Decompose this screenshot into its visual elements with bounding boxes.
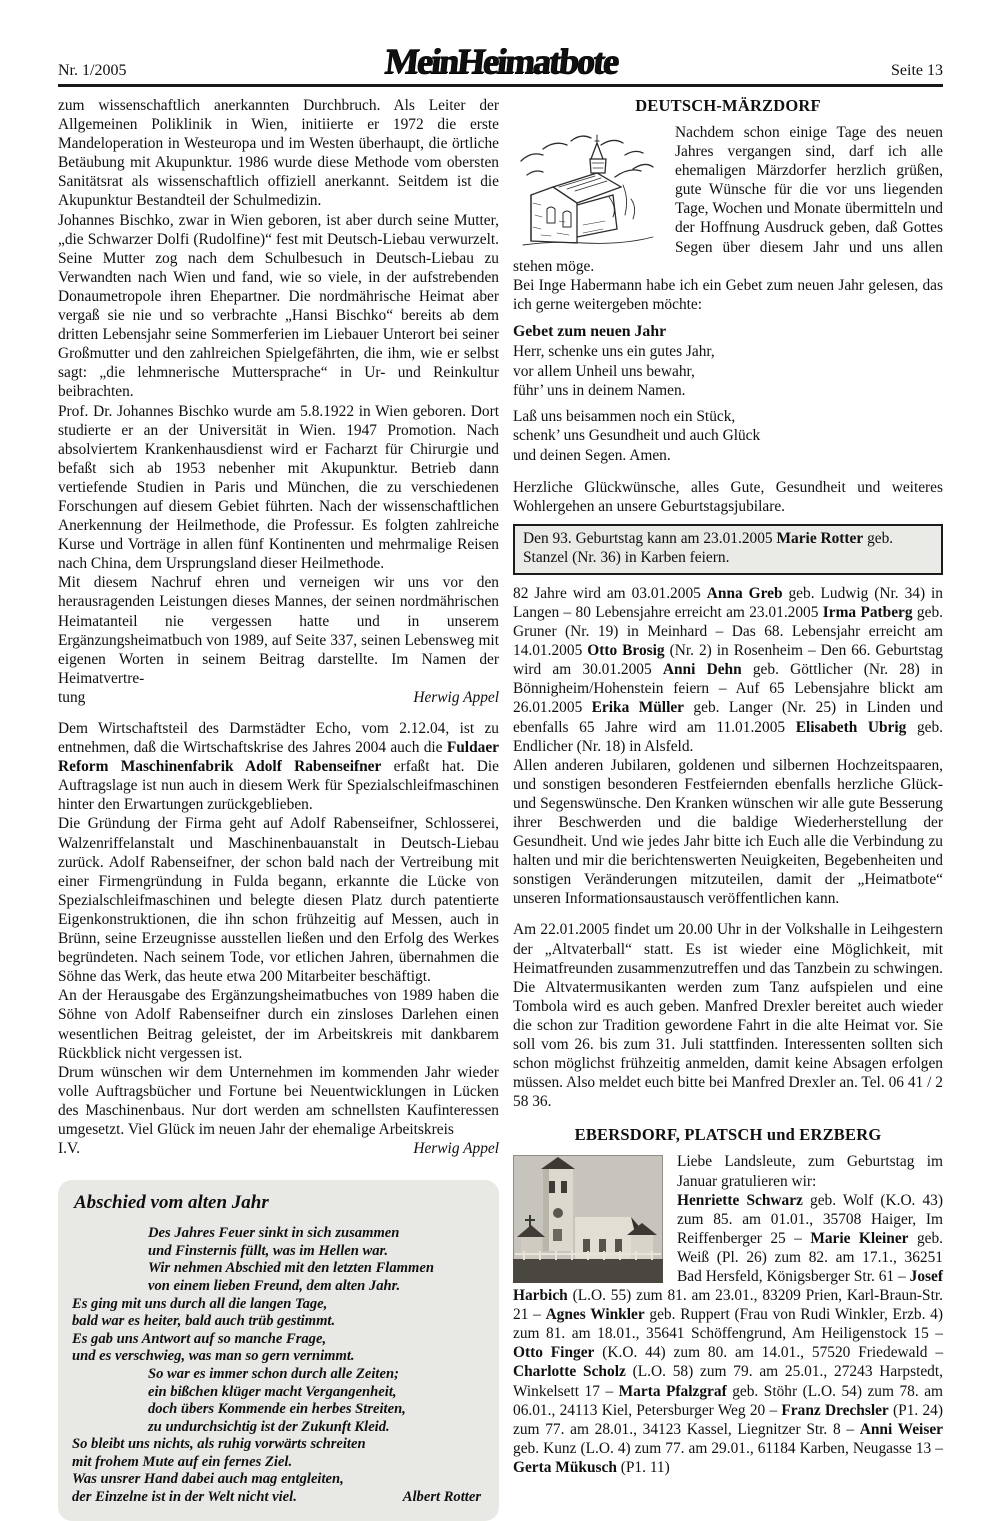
issue-number: Nr. 1/2005 bbox=[58, 62, 127, 79]
page-number: Seite 13 bbox=[891, 62, 943, 79]
article-bischko-paragraph: Prof. Dr. Johannes Bischko wurde am 5.8.1922 in Wien geboren. Dort studierte er an der Universität in Wien. 1947 Promotion. Nach absolviertem Krankenhausdienst wird er Facharzt für Chirurgie und befaßt sich ab 1953 nebenher mit Akupunktur. Betrieb dann vertiefende Studien in Paris und München, die zu verschiedenen Forschungen auf diesem Gebiet führten. Nach der wissenschaftlichen Anerkennung der Heilmethode, die Professur. Es folgten zahlreiche Kurse und Vorträge in allen fünf Kontinenten und mehrmalige Reisen nach China, dem Ursprungsland dieser Heilmethode. bbox=[58, 402, 499, 573]
column-container bbox=[58, 96, 943, 1521]
ebersdorf-church-photo bbox=[513, 1155, 663, 1283]
poem-line: und Finsternis füllt, was im Hellen war. bbox=[148, 1242, 389, 1259]
right-column bbox=[513, 96, 943, 1521]
birthday-list-paragraph: 82 Jahre wird am 03.01.2005 Anna Greb geb. Ludwig (Nr. 34) in Langen – 80 Lebensjahre erreicht am 23.01.2005 Irma Patberg geb. Gruner (Nr. 19) in Meinhard – Das 68. Lebensjahr erreicht am 14.01.2005 Otto Brosig (Nr. 2) in Rosenheim – Den 66. Geburtstag wird am 30.01.2005 Anni Dehn geb. Göttlicher (Nr. 28) in Bönnigheim/Hohenstein feiern – Auf 65 Lebensjahre blickt am 26.01.2005 Erika Müller geb. Langer (Nr. 25) in Linden und ebenfalls 65 Jahre wird am 11.01.2005 Elisabeth Ubrig geb. Endlicher (Nr. 18) in Alsfeld. bbox=[513, 584, 944, 755]
prayer-line: Laß uns beisammen noch ein Stück, bbox=[513, 407, 736, 425]
poem-line: zu undurchsichtig ist der Zukunft Kleid. bbox=[148, 1418, 390, 1435]
article-rabenseifner-paragraph: Dem Wirtschaftsteil des Darmstädter Echo, vom 2.12.04, ist zu entnehmen, daß die Wirtschaftskrise des Jahres 2004 auch die Fuldaer Reform Maschinenfabrik Adolf Rabenseifner erfaßt hat. Die Auftragslage ist nun auch in diesem Werk für Spezialschleifmaschinen hinter den Erwartungen zurückgeblieben. bbox=[58, 720, 499, 814]
altvaterball-paragraph: Am 22.01.2005 findet um 20.00 Uhr in der Volkshalle in Leihgestern der „Altvaterball“ statt. Es ist wieder eine Möglichkeit, mit Heimatfreunden zusammenzutreffen und das Tanzbein zu schwingen. Die Altvatermusikanten werden zum Tanz aufspielen und eine Tombola wird es auch geben. Manfred Drexler bereitet auch wieder die schon zur Tradition gewordene Fahrt in die alte Heimat vor. Sie soll vom 26. bis zum 31. Juli stattfinden. Interessenten sollten sich schon möglichst frühzeitig anmelden, damit keine Absagen erfolgen müssen. Also meldet euch bitte bei Manfred Drexler an. Tel. 06 41 / 2 58 36. bbox=[513, 921, 943, 1111]
prayer-line: führ’ uns in deinem Namen. bbox=[513, 382, 686, 400]
poem-author: Albert Rotter bbox=[402, 1489, 481, 1506]
congratulations-paragraph: Herzliche Glückwünsche, alles Gute, Gesundheit und weiteres Wohlergehen an unsere Geburtstagsjubilare. bbox=[513, 478, 943, 515]
author-signature: Herwig Appel bbox=[413, 688, 499, 706]
birthday-highlight-box: Den 93. Geburtstag kann am 23.01.2005 Marie Rotter geb. Stanzel (Nr. 36) in Karben feiern. bbox=[513, 524, 943, 575]
section-heading-maerzdorf: DEUTSCH-MÄRZDORF bbox=[635, 96, 821, 115]
spacer bbox=[58, 707, 499, 719]
prayer-line: Herr, schenke uns ein gutes Jahr, bbox=[513, 342, 715, 360]
maerzdorf-intro-block bbox=[513, 123, 943, 276]
poem-line: ein bißchen klüger macht Vergangenheit, bbox=[148, 1383, 397, 1400]
poem-line: und es verschwieg, was man so gern vernimmt. bbox=[72, 1348, 355, 1365]
poem-line: So bleibt uns nichts, als ruhig vorwärts schreiten bbox=[72, 1436, 366, 1453]
poem-line: von einem lieben Freund, dem alten Jahr. bbox=[148, 1277, 401, 1294]
poem-line: Wir nehmen Abschied mit den letzten Flammen bbox=[148, 1260, 434, 1277]
poem-line: Des Jahres Feuer sinkt in sich zusammen bbox=[148, 1225, 400, 1242]
ebersdorf-birthday-list: Henriette Schwarz geb. Wolf (K.O. 43) zum 85. am 01.01., 35708 Haiger, Im Reiffenberger 25 – Marie Kleiner geb. Weiß (Pl. 26) zum 82. am 17.1., 36251 Bad Hersfeld, Königsberger Str. 61 – Josef Harbich (L.O. 55) zum 81. am 23.01., 83209 Prien, Karl-Braun-Str. 21 – Agnes Winkler geb. Ruppert (Frau von Rudi Winkler, Erzb. 4) zum 81. am 18.01., 35641 Schöffengrund, Am Heiligenstock 15 – Otto Finger (K.O. 44) zum 80. am 14.01., 57520 Friedewald – Charlotte Scholz (L.O. 58) zum 79. am 25.01., 27243 Harpstedt, Winkelsett 17 – Marta Pfalzgraf geb. Stöhr (L.O. 54) zum 78. am 06.01., 24113 Kiel, Petersburger Weg 20 – Franz Drechsler (P1. 24) zum 77. am 28.01., 34123 Kassel, Liegnitzer Str. 8 – Anni Weiser geb. Kunz (L.O. 4) zum 77. am 29.01., 61184 Karben, Neugasse 13 – Gerta Mükusch (P1. 11) bbox=[513, 1191, 944, 1476]
poem-last-line bbox=[72, 1489, 481, 1507]
poem-line: mit frohem Mute auf ein fernes Ziel. bbox=[72, 1453, 293, 1470]
poem-box bbox=[58, 1180, 499, 1521]
ebersdorf-block bbox=[513, 1152, 943, 1477]
prayer-line: vor allem Unheil uns bewahr, bbox=[513, 362, 695, 380]
article-bischko-paragraph: Johannes Bischko, zwar in Wien geboren, ist aber durch seine Mutter, „die Schwarzer Dolfi (Rudolfine)“ fest mit Deutsch-Liebau verwurzelt. Seine Mutter zog nach dem Schulbesuch in Deutsch-Liebau zu Verwandten nach Wien und fand, wie so viele, in der aufstrebenden Donaumetropole ihren Ehepartner. Die nordmährische Heimat aber vergaß sie nie und so verbrachte „Hansi Bischko“ bereits ab dem dritten Lebensjahr seine Sommerferien im Liebauer Unterort bei seiner Großmutter und den zahlreichen Spielgefährten, die ihm, wie er selbst sagt: „die lehmnerische Muttersprache“ in Ur- und Reinkultur beibrachten. bbox=[58, 211, 499, 401]
article-rabenseifner-paragraph: Die Gründung der Firma geht auf Adolf Rabenseifner, Schlosserei, Walzenriffelanstalt und Maschinenbauanstalt in Deutsch-Liebau zurück. Adolf Rabenseifner, der schon bald nach der Vertreibung mit einer Firmengründung in Fulda begann, erkannte die Lücke von Spezialschleifmaschinen und belegte diesen Platz durch patentierte Eigenkonstruktionen, die ihn schon frühzeitig auf Messen, auch in Brünn, seine Erzeugnisse ausstellen ließen und den Erfolg des Werkes begründeten. Nach seinem Tode, vor etlichen Jahren, übernahmen die Söhne das Werk, das heute etwa 200 Mitarbeiter beschäftigt. bbox=[58, 815, 499, 986]
poem-line: doch übers Kommende ein herbes Streiten, bbox=[148, 1401, 406, 1418]
left-column bbox=[58, 96, 499, 1521]
poem-line: Es ging mit uns durch all die langen Tage, bbox=[72, 1295, 328, 1312]
maerzdorf-paragraph: Nachdem schon einige Tage des neuen Jahres vergangen sind, darf ich alle ehemaligen Märzdorfer herzlich grüßen, gute Wünsche für die vor uns liegenden Tage, Wochen und Monate übermitteln und der Hoffnung Ausdruck geben, daß Gottes Segen über diesem Jahr und uns allen stehen möge. bbox=[513, 124, 943, 275]
section-heading-ebersdorf: EBERSDORF, PLATSCH und ERZBERG bbox=[574, 1125, 882, 1145]
author-signature: Herwig Appel bbox=[413, 1140, 499, 1158]
wishes-paragraph: Allen anderen Jubilaren, goldenen und silbernen Hochzeitspaaren, und sonstigen besonderen Festfeiernden ebenfalls herzliche Glück- und Segenswünsche. Den Kranken wünschen wir alle gute Besserung ihrer Beschwerden und die baldige Wiederherstellung der Gesundheit. Und wie jedes Jahr bitte ich Euch alle die Verbindung zu halten und mir die berichtenswerten Neuigkeiten, Begebenheiten und sonstigen Veränderungen mitzuteilen, damit der „Heimatbote“ unseren Informationsaustausch veröffentlichen kann. bbox=[513, 756, 943, 908]
page-header bbox=[58, 34, 943, 87]
poem-line: bald war es heiter, bald auch trüb gestimmt. bbox=[72, 1313, 336, 1330]
poem-title: Abschied vom alten Jahr bbox=[74, 1192, 269, 1214]
paragraph-tail: tung bbox=[58, 688, 86, 706]
spacer bbox=[513, 908, 943, 920]
ebersdorf-intro: Liebe Landsleute, zum Geburtstag im Januar gratulieren wir: bbox=[677, 1153, 943, 1190]
poem-line: Es gab uns Antwort auf so manche Frage, bbox=[72, 1330, 327, 1347]
masthead-title: MeinHeimatbote bbox=[382, 41, 619, 81]
maerzdorf-paragraph: Bei Inge Habermann habe ich ein Gebet zum neuen Jahr gelesen, das ich gerne weitergeben möchte: bbox=[513, 276, 943, 313]
prayer-line: schenk’ uns Gesundheit und auch Glück bbox=[513, 427, 761, 445]
poem-line: der Einzelne ist in der Welt nicht viel. bbox=[72, 1489, 297, 1506]
article-rabenseifner-paragraph: An der Herausgabe des Ergänzungsheimatbuches von 1989 haben die Söhne von Adolf Rabenseifner durch ein zinsloses Darlehen einen wesentlichen Beitrag geleistet, der im Arbeitskreis mit dankbarem Rückblick nicht vergessen ist. bbox=[58, 987, 499, 1062]
article-bischko-paragraph: Mit diesem Nachruf ehren und verneigen wir uns vor den herausragenden Leistungen dieses Mannes, der seinen nordmährischen Heimatanteil nie vergessen hatte und in unserem Ergänzungsheimatbuch von 1989, auf Seite 337, seinen Lebensweg mit eigenen Worten in seinem Beitrag darstellte. Im Namen der Heimatvertre- bbox=[58, 574, 499, 687]
article-rabenseifner-paragraph: Drum wünschen wir dem Unternehmen im kommenden Jahr wieder volle Auftragsbücher und Fortune bei Neuentwicklungen in Lücken des Maschinenbaus. Nur dort werden am schnellsten Kaufinteressen umgesetzt. Viel Glück im neuen Jahr der ehemalige Arbeitskreis bbox=[58, 1063, 499, 1138]
signature-row bbox=[58, 1139, 499, 1158]
prayer-title: Gebet zum neuen Jahr bbox=[513, 322, 667, 340]
poem-line: Was unsrer Hand dabei auch mag entgleiten, bbox=[72, 1471, 344, 1488]
poem-line: So war es immer schon durch alle Zeiten; bbox=[148, 1365, 399, 1382]
signature-row bbox=[58, 688, 499, 707]
article-bischko-paragraph: zum wissenschaftlich anerkannten Durchbruch. Als Leiter der Allgemeinen Poliklinik in Wien, initiierte er 1972 die erste Mandeloperation in Westeuropa und im Westen überhaupt, die örtliche Betäubung mit Akupunktur. 1986 wurde diese Methode vom obersten Sanitätsrat als wissenschaftlich offiziell anerkannt. Seitdem ist die Akupunktur Bestandteil der Schulmedizin. bbox=[58, 97, 499, 210]
paragraph-tail: I.V. bbox=[58, 1140, 80, 1158]
spacer bbox=[513, 466, 943, 478]
prayer-line: und deinen Segen. Amen. bbox=[513, 446, 671, 464]
maerzdorf-church-sketch bbox=[513, 125, 663, 249]
